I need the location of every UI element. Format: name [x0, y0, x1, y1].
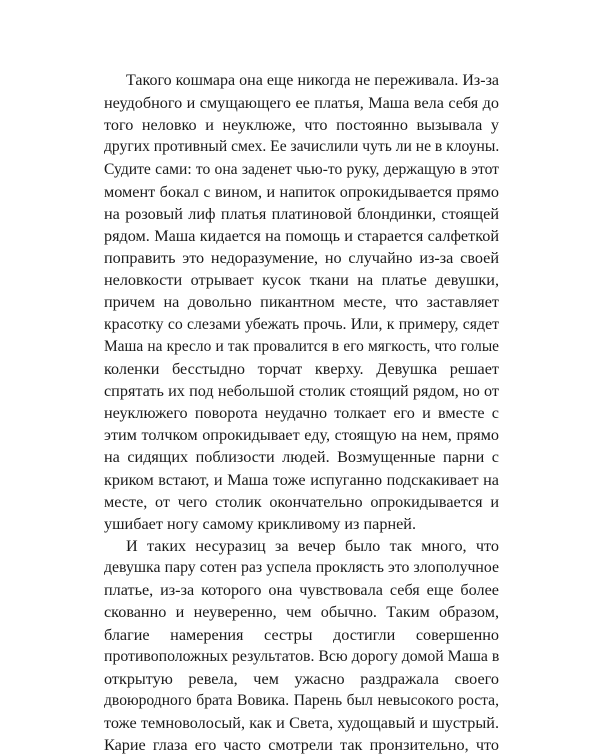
- text-line: неловкости отрывает кусок ткани на платье девушки,: [104, 271, 499, 290]
- text-line: тоже темноволосый, как и Света, худощавый и шустрый.: [104, 714, 499, 733]
- body-text: [104, 70, 499, 756]
- text-line: спрятать их под небольшой столик стоящий рядом, но от: [104, 381, 499, 400]
- text-line: скованно и неуверенно, чем обычно. Таким образом,: [104, 603, 499, 622]
- text-line: двоюродного брата Вовика. Парень был невысокого роста,: [104, 691, 499, 709]
- text-line: того неловко и неуклюже, что постоянно вызывала у: [104, 116, 499, 135]
- text-line: красотку со слезами убежать прочь. Или, к примеру, сядет: [104, 315, 499, 333]
- text-line: других противный смех. Ее зачислили чуть ли не в клоуны.: [104, 138, 499, 156]
- text-line: на сидящих поблизости людей. Возмущенные парни с: [104, 448, 499, 467]
- text-line: девушка пару сотен раз успела проклясть это злополучное: [104, 559, 499, 577]
- text-line: криком встают, и Маша тоже испуганно подскакивает на: [104, 470, 499, 489]
- text-line: причем на довольно пикантном месте, что заставляет: [104, 293, 499, 312]
- text-line: Маша на кресло и так провалится в его мягкость, что голые: [104, 337, 499, 355]
- text-line: И таких несуразиц за вечер было так много, что: [126, 536, 499, 555]
- text-line: ушибает ногу самому крикливому из парней.: [104, 514, 416, 533]
- text-line: благие намерения сестры достигли совершенно: [104, 625, 499, 644]
- text-line: противоположных результатов. Всю дорогу домой Маша в: [104, 647, 499, 665]
- text-line: неуклюжего поворота неудачно толкает его и вместе с: [104, 404, 499, 423]
- paragraph-1: [104, 70, 499, 535]
- text-line: открытую ревела, чем ужасно раздражала своего: [104, 669, 499, 688]
- text-line: поправить это недоразумение, но случайно из-за своей: [104, 249, 499, 268]
- paragraph-2: [104, 535, 499, 756]
- text-line: этим толчком опрокидывает еду, стоящую на нем, прямо: [104, 426, 499, 445]
- text-line: неудобного и смущающего ее платья, Маша вела себя до: [104, 94, 499, 113]
- text-line: Такого кошмара она еще никогда не переживала. Из-за: [126, 72, 499, 89]
- text-line: коленки бесстыдно торчат кверху. Девушка решает: [104, 359, 499, 378]
- text-line: месте, от чего столик окончательно опрокидывается и: [104, 492, 499, 511]
- text-line: момент бокал с вином, и напиток опрокидывается прямо: [104, 182, 499, 201]
- text-line: Судите сами: то она заденет чью-то руку, держащую в этот: [104, 160, 499, 178]
- text-line: на розовый лиф платья платиновой блондинки, стоящей: [104, 204, 499, 223]
- text-line: рядом. Маша кидается на помощь и старается салфеткой: [104, 226, 499, 245]
- text-line: Карие глаза его часто смотрели так пронзительно, что: [104, 736, 499, 755]
- text-line: платье, из-за которого она чувствовала себя еще более: [104, 581, 499, 600]
